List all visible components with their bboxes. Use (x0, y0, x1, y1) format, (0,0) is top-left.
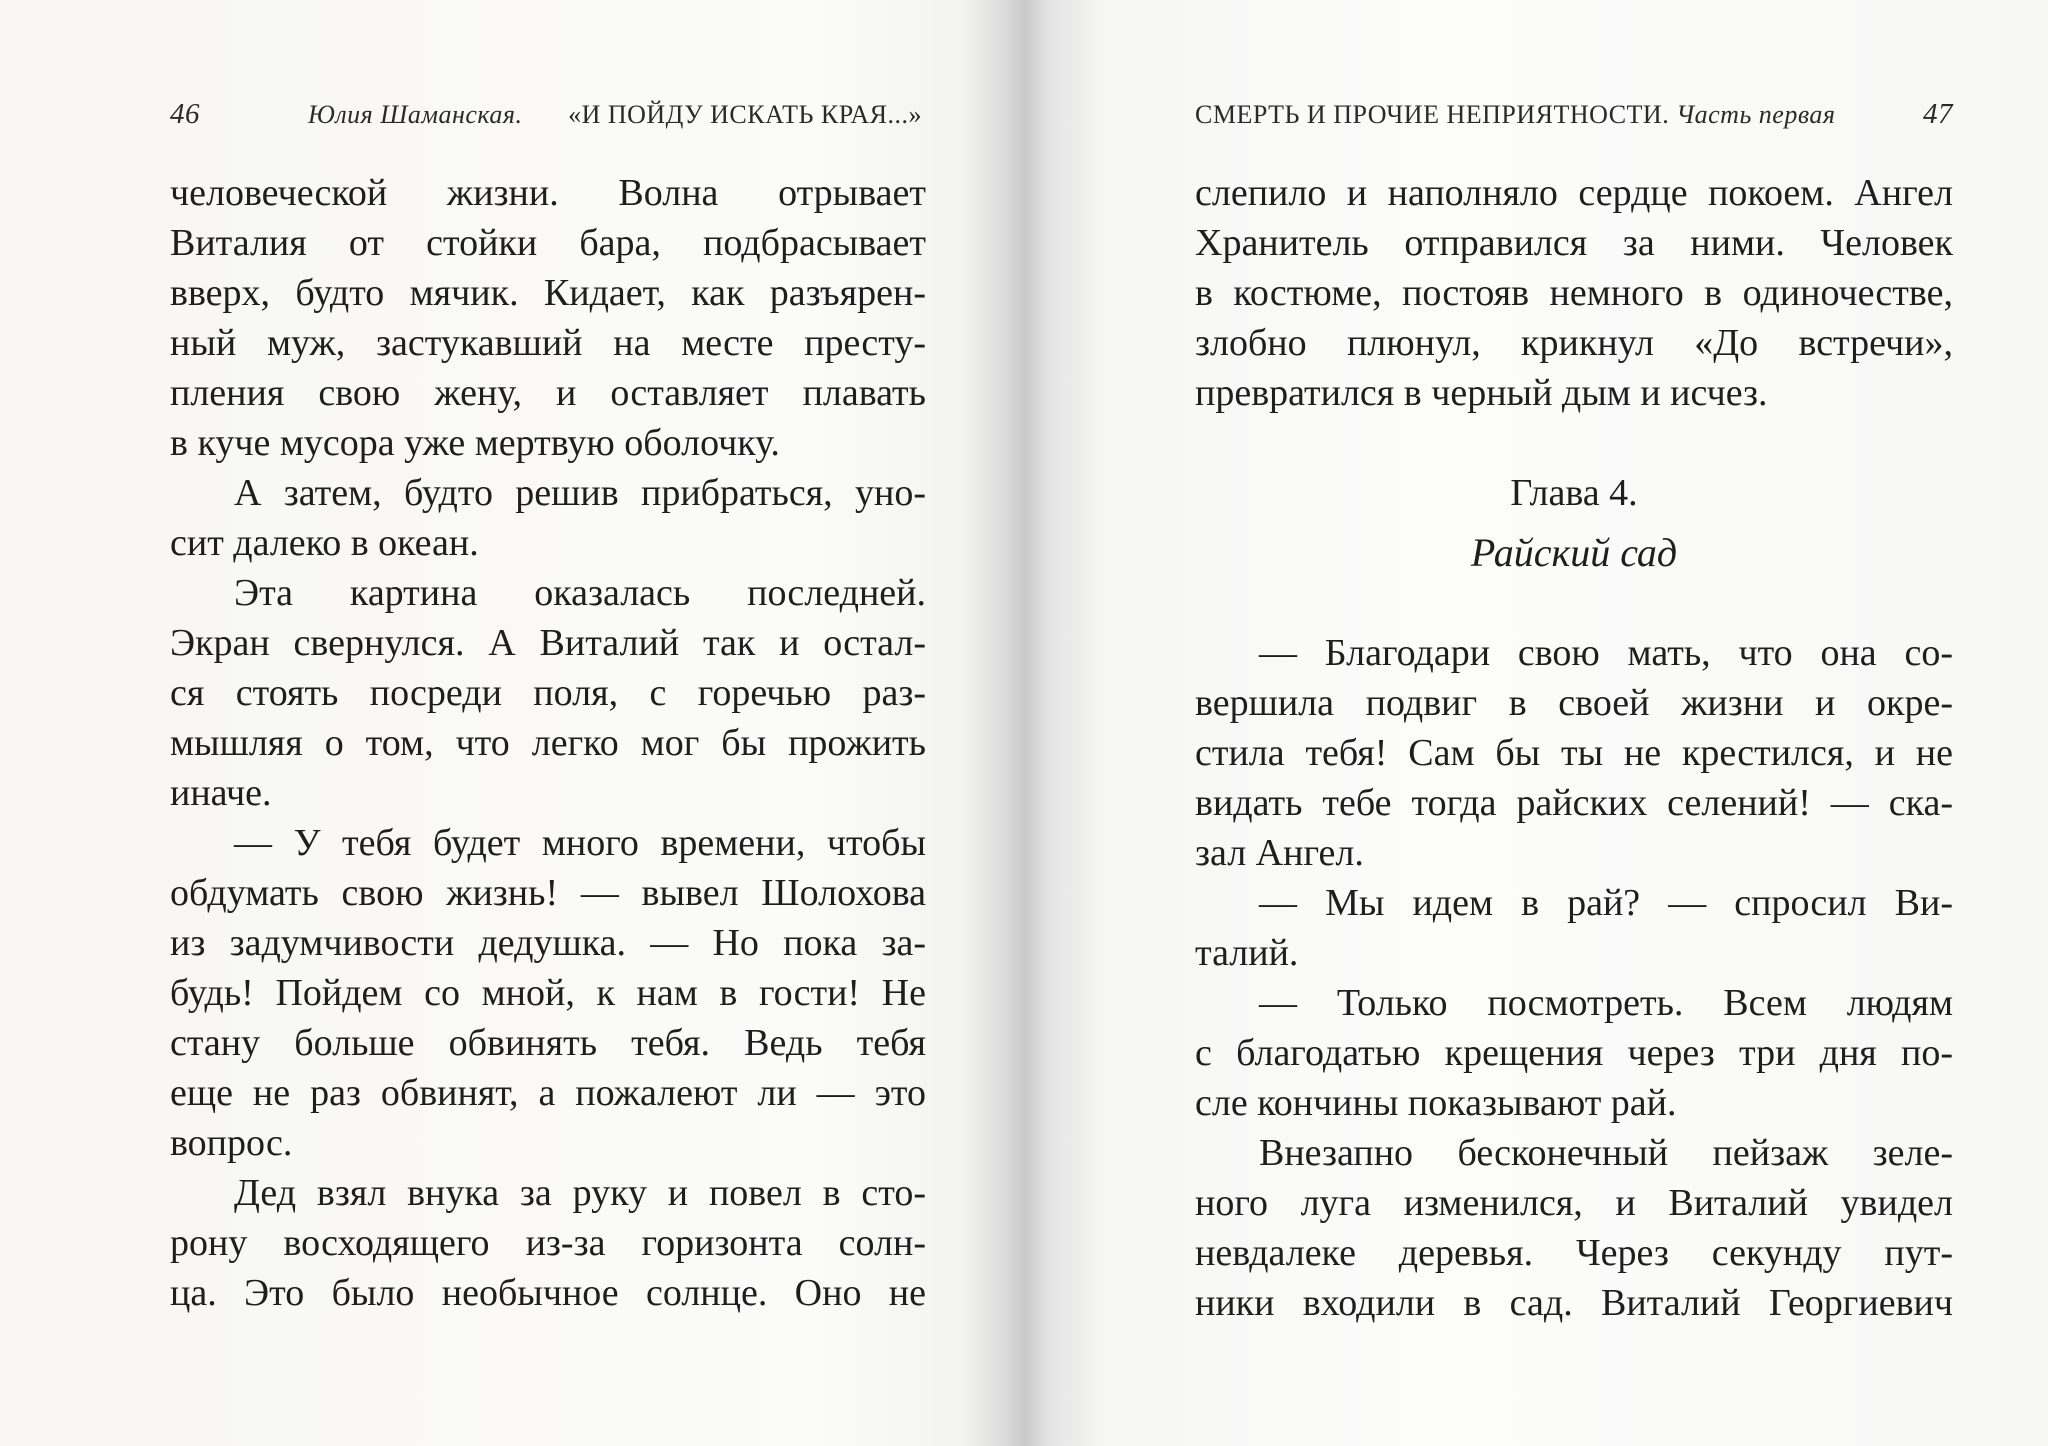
text-line: в куче мусора уже мертвую оболочку. (170, 422, 780, 464)
text-line: будь! Пойдем со мной, к нам в гости! Не (170, 972, 926, 1014)
left-page (170, 0, 926, 1446)
text-line: Внезапно бесконечный пейзаж зеле- (1259, 1132, 1953, 1174)
text-line: пления свою жену, и оставляет плавать (170, 372, 926, 414)
left-running-head (170, 98, 926, 134)
text-line: ный муж, застукавший на месте престу- (170, 322, 926, 364)
text-line: Виталия от стойки бара, подбрасывает (170, 222, 926, 264)
text-line: ного луга изменился, и Виталий увидел (1195, 1182, 1953, 1224)
text-line: иначе. (170, 772, 272, 814)
text-line: — Только посмотреть. Всем людям (1259, 982, 1953, 1024)
text-line: вопрос. (170, 1122, 293, 1164)
text-line: обдумать свою жизнь! — вывел Шолохова (170, 872, 926, 914)
running-head-book-title: «И ПОЙДУ ИСКАТЬ КРАЯ...» (568, 100, 922, 129)
text-line: с благодатью крещения через три дня по- (1195, 1032, 1953, 1074)
text-line: слепило и наполняло сердце покоем. Ангел (1195, 172, 1953, 214)
text-line: сит далеко в океан. (170, 522, 479, 564)
text-line: Хранитель отправился за ними. Человек (1195, 222, 1953, 264)
text-line: человеческой жизни. Волна отрывает (170, 172, 926, 214)
text-line: стила тебя! Сам бы ты не крестился, и не (1195, 732, 1953, 774)
text-line: невдалеке деревья. Через секунду пут- (1195, 1232, 1953, 1274)
right-running-head (1195, 98, 1953, 134)
text-line: еще не раз обвинят, а пожалеют ли — это (170, 1072, 926, 1114)
text-line: — Благодари свою мать, что она со- (1259, 632, 1953, 674)
running-head-part: Часть первая (1676, 100, 1836, 129)
text-line: талий. (1195, 932, 1299, 974)
chapter-title: Райский сад (1470, 530, 1678, 575)
text-line: — У тебя будет много времени, чтобы (234, 822, 926, 864)
text-line: Экран свернулся. А Виталий так и остал- (170, 622, 926, 664)
text-line: из задумчивости дедушка. — Но пока за- (170, 922, 926, 964)
text-line: стану больше обвинять тебя. Ведь тебя (170, 1022, 926, 1064)
text-line: сле кончины показывают рай. (1195, 1082, 1677, 1124)
text-line: Эта картина оказалась последней. (234, 572, 926, 614)
text-line: видать тебе тогда райских селений! — ска- (1195, 782, 1953, 824)
text-line: злобно плюнул, крикнул «До встречи», (1195, 322, 1953, 364)
running-head-section-title: СМЕРТЬ И ПРОЧИЕ НЕПРИЯТНОСТИ. (1195, 100, 1670, 129)
chapter-number: Глава 4. (1510, 472, 1638, 514)
text-line: вверх, будто мячик. Кидает, как разъярен- (170, 272, 926, 314)
running-head-author: Юлия Шаманская. (308, 100, 523, 129)
text-line: Дед взял внука за руку и повел в сто- (234, 1172, 926, 1214)
text-line: рону восходящего из-за горизонта солн- (170, 1222, 926, 1264)
left-page-number: 46 (170, 98, 200, 130)
text-line: в костюме, постояв немного в одиночестве, (1195, 272, 1953, 314)
text-line: превратился в черный дым и исчез. (1195, 372, 1768, 414)
right-page (1195, 0, 1953, 1446)
text-line: ся стоять посреди поля, с горечью раз- (170, 672, 926, 714)
right-page-number: 47 (1923, 98, 1953, 130)
text-line: ники входили в сад. Виталий Георгиевич (1195, 1282, 1953, 1324)
text-line: — Мы идем в рай? — спросил Ви- (1259, 882, 1953, 924)
text-line: вершила подвиг в своей жизни и окре- (1195, 682, 1953, 724)
text-line: А затем, будто решив прибраться, уно- (234, 472, 926, 514)
left-body-text (170, 168, 926, 1318)
text-line: мышляя о том, что легко мог бы прожить (170, 722, 926, 764)
text-line: зал Ангел. (1195, 832, 1364, 874)
running-head-section (1195, 100, 1836, 130)
right-body-text (1195, 168, 1953, 1328)
text-line: ца. Это было необычное солнце. Оно не (170, 1272, 926, 1314)
